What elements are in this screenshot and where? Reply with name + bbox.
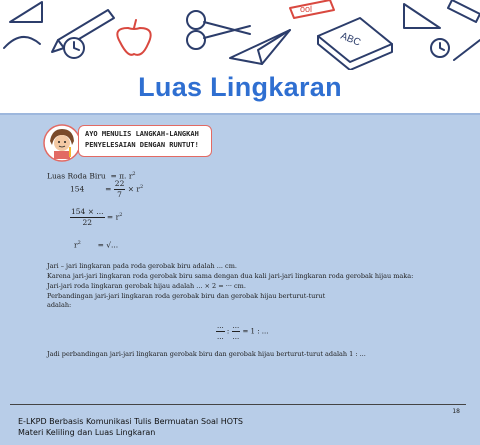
ratio-fraction-2: $\frac{...}{...}$: [232, 322, 240, 341]
equation-2: 154 = $\frac{22}{7}$ × $r^2$: [70, 179, 144, 199]
book-label: ABC: [338, 30, 363, 49]
equation-4-rhs: = √...: [97, 240, 119, 250]
equation-2-lhs: 154: [70, 184, 85, 194]
text-line-5: adalah:: [47, 301, 72, 309]
equals-sign: =: [105, 184, 112, 194]
scissors-icon: [187, 11, 205, 29]
apple-icon: [117, 28, 150, 55]
equation-label: Luas Roda Biru: [47, 171, 106, 181]
set-square-icon: [10, 2, 42, 22]
page-title: Luas Lingkaran: [138, 72, 342, 102]
exponent: 2: [132, 171, 136, 177]
ruler-label: ool: [300, 4, 313, 14]
callout-line-1: AYO MENULIS LANGKAH-LANGKAH: [85, 130, 199, 138]
text-line-2: Karena jari-jari lingkaran roda gerobak biru sama dengan dua kali jari-jari lingkaran roda gerobak hijau maka:: [47, 272, 414, 280]
equation-3: $\frac{154 \times ...}{22}$ = $r^2$: [71, 207, 123, 227]
text-line-3: Jari-jari roda lingkaran gerobak hijau adalah ... × 2 = ··· cm.: [47, 282, 246, 290]
school-supplies-pattern: [0, 0, 480, 70]
text-line-4: Perbandingan jari-jari lingkaran roda gerobak biru dan gerobak hijau berturut-turut: [47, 292, 326, 300]
protractor-icon: [4, 37, 40, 48]
worksheet-content: [0, 115, 480, 445]
page-header: [0, 0, 480, 115]
footer-line-2: Materi Keliling dan Luas Lingkaran: [18, 428, 156, 437]
instruction-callout: [78, 125, 212, 157]
equation-1-rhs: = π. r: [110, 171, 133, 181]
equation-4: $r^2$ = √...: [74, 240, 119, 250]
text-line-1: Jari – jari lingkaran pada roda gerobak biru adalah ... cm.: [47, 262, 237, 270]
fraction-154-22: $\frac{154 \times ...}{22}$: [71, 207, 104, 227]
student-avatar-icon: [42, 123, 82, 163]
fraction-22-7: $\frac{22}{7}$: [114, 179, 125, 199]
ratio-expression: [216, 321, 268, 342]
ratio-fraction-1: $\frac{...}{...}$: [217, 322, 224, 341]
footer-rule: [10, 404, 466, 405]
equation-2-tail: × r: [127, 184, 140, 194]
equation-3-rhs: = r: [106, 212, 120, 222]
page-number: 18: [452, 408, 460, 415]
footer-line-1: E-LKPD Berbasis Komunikasi Tulis Bermuatan Soal HOTS: [18, 417, 243, 426]
equation-4-lhs: r: [74, 240, 78, 250]
conclusion-line: Jadi perbandingan jari-jari lingkaran gerobak biru dan gerobak hijau berturut-turut adalah 1 : ...: [47, 350, 366, 358]
ratio-tail: = 1 : ...: [242, 327, 269, 336]
callout-line-2: PENYELESAIAN DENGAN RUNTUT!: [85, 141, 199, 149]
ratio-colon: :: [226, 327, 230, 336]
